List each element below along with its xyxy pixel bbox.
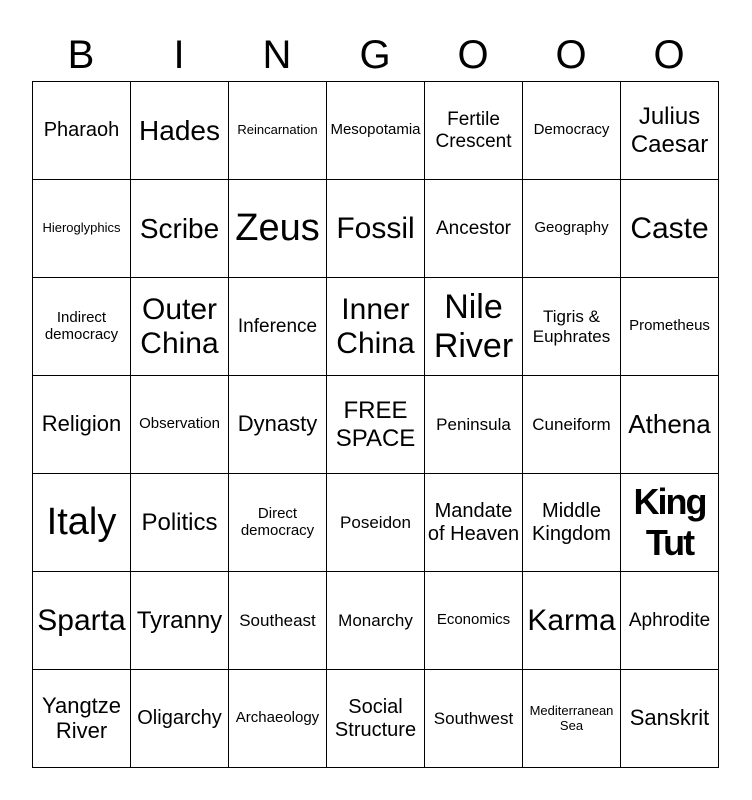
bingo-cell[interactable] [425,376,523,474]
bingo-cell[interactable] [229,180,327,278]
cell-label: Zeus [235,207,320,250]
bingo-cell[interactable] [425,82,523,180]
bingo-cell[interactable] [33,474,131,572]
bingo-cell[interactable] [621,376,719,474]
bingo-cell[interactable] [327,572,425,670]
cell-label: Nile River [433,288,514,365]
bingo-cell[interactable] [621,278,719,376]
bingo-cell[interactable] [523,474,621,572]
cell-label: Tigris & Euphrates [532,307,611,346]
bingo-cell[interactable] [327,278,425,376]
cell-label: Julius Caesar [630,103,709,158]
cell-label: Dynasty [237,411,318,437]
cell-label: Reincarnation [237,122,318,138]
cell-label: Pharaoh [43,119,120,142]
bingo-cell[interactable] [327,180,425,278]
bingo-cell[interactable] [523,376,621,474]
cell-label: Geography [534,219,609,237]
bingo-board [32,81,719,768]
bingo-header [32,28,718,82]
header-letter-o-1: O [457,33,489,77]
bingo-cell[interactable] [33,572,131,670]
bingo-cell[interactable] [621,180,719,278]
header-letter-o-3: O [653,33,685,77]
bingo-cell[interactable] [425,474,523,572]
bingo-cell[interactable] [327,82,425,180]
bingo-cell[interactable] [523,572,621,670]
bingo-cell[interactable] [425,670,523,768]
cell-label: Inference [237,315,318,337]
cell-label: Economics [436,611,511,629]
cell-label: Mandate of Heaven [427,499,520,545]
cell-label: Karma [527,603,616,637]
cell-label: Tyranny [136,606,223,634]
cell-label: Outer China [140,292,219,360]
bingo-cell[interactable] [131,670,229,768]
cell-label: Yangtze River [41,692,122,743]
cell-label: Middle Kingdom [532,499,611,545]
cell-label: Observation [139,415,220,433]
cell-label: Mesopotamia [330,121,421,139]
bingo-cell[interactable] [425,572,523,670]
cell-label: FREE SPACE [335,397,416,452]
cell-label: Fertile Crescent [435,109,512,152]
cell-label: Mediterranean Sea [529,702,614,733]
cell-label: Aphrodite [628,609,711,631]
cell-label: Southeast [239,610,316,630]
bingo-cell[interactable] [621,670,719,768]
cell-label: Cuneiform [532,414,611,434]
bingo-cell[interactable] [621,474,719,572]
bingo-cell[interactable] [327,670,425,768]
cell-label: Hieroglyphics [42,220,121,236]
cell-label: Ancestor [436,217,511,239]
bingo-cell[interactable] [229,670,327,768]
header-letter-n: N [262,33,292,77]
bingo-cell[interactable] [523,82,621,180]
header-letter-i: I [173,33,185,77]
bingo-cell[interactable] [131,278,229,376]
cell-label: Archaeology [235,709,320,727]
bingo-cell[interactable] [229,376,327,474]
bingo-cell[interactable] [621,572,719,670]
bingo-cell[interactable] [229,82,327,180]
cell-label: Poseidon [340,512,411,532]
cell-label: Sanskrit [629,705,710,731]
cell-label: Sparta [37,603,126,637]
cell-label: Caste [630,211,709,245]
cell-label: Athena [628,408,711,439]
cell-label: Southwest [433,708,514,728]
bingo-cell[interactable] [621,82,719,180]
bingo-cell[interactable] [425,180,523,278]
bingo-cell[interactable] [33,670,131,768]
bingo-cell[interactable] [33,278,131,376]
free-space-cell[interactable] [327,376,425,474]
cell-label: Direct democracy [240,504,315,539]
cell-label: Scribe [139,212,220,244]
bingo-cell[interactable] [131,180,229,278]
bingo-cell[interactable] [131,572,229,670]
cell-label: Indirect democracy [44,308,119,343]
cell-label: Peninsula [436,414,511,434]
bingo-cell[interactable] [33,82,131,180]
bingo-cell[interactable] [131,474,229,572]
cell-label: Monarchy [338,610,413,630]
bingo-cell[interactable] [229,474,327,572]
cell-label: Social Structure [334,695,417,741]
bingo-cell[interactable] [33,180,131,278]
bingo-cell[interactable] [327,474,425,572]
header-letter-g: G [359,33,391,77]
cell-label: Democracy [533,121,610,139]
bingo-cell[interactable] [229,278,327,376]
bingo-cell[interactable] [229,572,327,670]
cell-label: Oligarchy [137,707,222,730]
bingo-cell[interactable] [131,376,229,474]
cell-label: Hades [139,114,220,146]
cell-label: Religion [41,411,122,437]
cell-label: Inner China [336,292,415,360]
cell-label: Prometheus [629,317,710,335]
cell-label: Politics [141,508,218,536]
bingo-cell[interactable] [523,670,621,768]
header-letter-b: B [67,33,95,77]
bingo-cell[interactable] [425,278,523,376]
bingo-cell[interactable] [523,180,621,278]
bingo-cell[interactable] [131,82,229,180]
bingo-cell[interactable] [33,376,131,474]
cell-label: Italy [46,501,117,544]
cell-label: Fossil [336,211,415,245]
header-letter-o-2: O [555,33,587,77]
cell-label: King Tut [633,480,706,563]
bingo-cell[interactable] [523,278,621,376]
